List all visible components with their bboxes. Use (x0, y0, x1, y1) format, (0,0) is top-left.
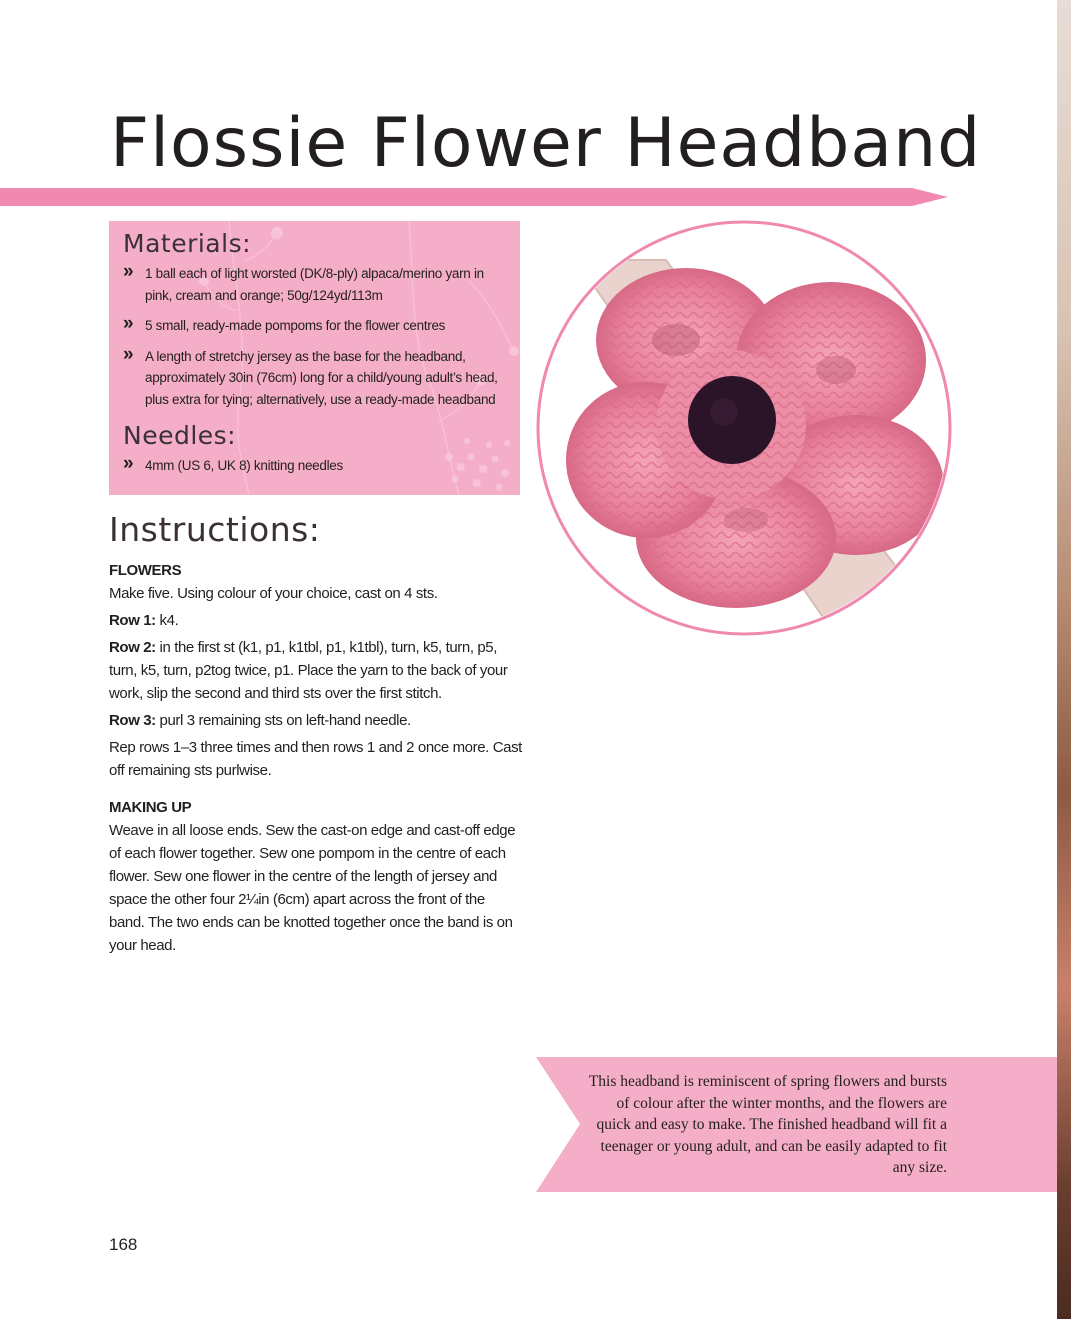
chevron-double-right-icon: » (123, 261, 134, 282)
materials-panel (109, 221, 520, 495)
flowers-intro: Make five. Using colour of your choice, cast on 4 sts. (109, 585, 438, 602)
materials-list (123, 263, 508, 419)
list-item: » 1 ball each of light worsted (DK/8-ply) alpaca/merino yarn in pink, cream and orange; 50g/124yd/113m (123, 261, 484, 303)
adjacent-page-edge (1057, 0, 1071, 1319)
row-3: Row 3: purl 3 remaining sts on left-hand needle. (109, 712, 411, 729)
flowers-subheading: FLOWERS (109, 562, 182, 579)
needles-heading: Needles: (123, 421, 237, 450)
page-number: 168 (109, 1235, 138, 1254)
chevron-double-right-icon: » (123, 453, 134, 474)
title-underline-bar (0, 188, 950, 206)
page-title: Flossie Flower Headband (110, 104, 982, 183)
list-item: » 5 small, ready-made pompoms for the flower centres (123, 313, 446, 334)
row-2: Row 2: in the first st (k1, p1, k1tbl, p1, k1tbl), turn, k5, turn, p5, turn, k5, turn, p2tog twice, p1. Place the yarn to the back of your work, slip the second and third sts over the first stitch. (109, 639, 508, 702)
list-item: » 4mm (US 6, UK 8) knitting needles (123, 453, 343, 474)
needles-list (123, 455, 508, 486)
repeat-instruction: Rep rows 1–3 three times and then rows 1 and 2 once more. Cast off remaining sts purlwise. (109, 739, 522, 779)
intro-quote: This headband is reminiscent of spring flowers and bursts of colour after the winter months, and the flowers are quick and easy to make. The finished headband will fit a teenager or young adult, and can be easily adapted to fit any size. (588, 1073, 947, 1176)
materials-heading: Materials: (123, 229, 252, 258)
instructions-heading: Instructions: (109, 510, 321, 549)
knitted-flower-photo (536, 220, 952, 636)
making-up-text: Weave in all loose ends. Sew the cast-on edge and cast-off edge of each flower together. Sew one pompom in the centre of each flower. Sew one flower in the centre of the length of jersey and space the other four 2¼in (6cm) apart across the front of the band. The two ends can be knotted together once the band is on your head. (109, 822, 516, 954)
list-item: » A length of stretchy jersey as the base for the headband, approximately 30in (76cm) long for a child/young adult’s head, plus extra for tying; alternatively, use a ready-made headband (123, 343, 498, 407)
row-1: Row 1: k4. (109, 612, 179, 629)
making-up-subheading: MAKING UP (109, 799, 192, 816)
chevron-double-right-icon: » (123, 343, 134, 365)
instructions-body (109, 559, 524, 961)
chevron-double-right-icon: » (123, 313, 134, 334)
